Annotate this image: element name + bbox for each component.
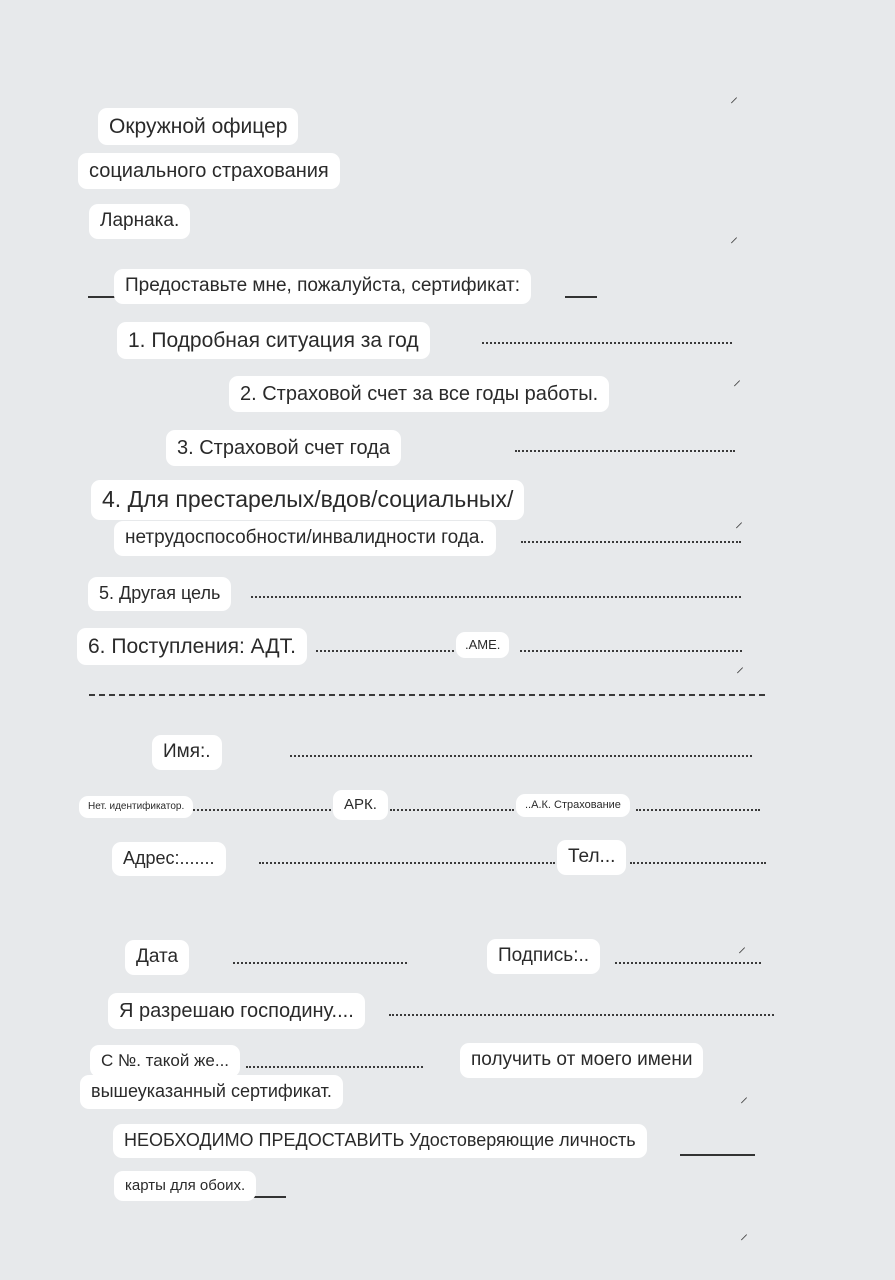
- header-officer: Окружной офицер: [98, 108, 298, 145]
- scan-mark: ⸝: [740, 1087, 749, 1106]
- item-1-label: 1. Подробная ситуация за год: [117, 322, 430, 359]
- item-6-ame-label: .AME.: [456, 632, 509, 658]
- tel-label: Тел...: [557, 840, 626, 875]
- request-underline-right: [565, 296, 597, 298]
- item-4-label-line2: нетрудоспособности/инвалидности года.: [114, 521, 496, 556]
- item-5-fill-line[interactable]: [251, 596, 741, 598]
- date-label: Дата: [125, 940, 189, 975]
- required-docs-text: НЕОБХОДИМО ПРЕДОСТАВИТЬ Удостоверяющие личность: [113, 1124, 647, 1158]
- same-no-fill-line[interactable]: [246, 1066, 423, 1068]
- item-4-label-line1: 4. Для престарелых/вдов/социальных/: [91, 480, 524, 520]
- ark-fill-line[interactable]: [390, 809, 514, 811]
- id-fill-line[interactable]: [193, 809, 331, 811]
- scan-mark: ⸝: [735, 512, 744, 531]
- scan-mark: ⸝: [736, 657, 745, 676]
- item-5-label: 5. Другая цель: [88, 577, 231, 611]
- authorize-fill-line[interactable]: [389, 1014, 774, 1016]
- date-fill-line[interactable]: [233, 962, 407, 964]
- item-1-fill-line[interactable]: [482, 342, 732, 344]
- above-cert-label: вышеуказанный сертификат.: [80, 1075, 343, 1109]
- scan-mark: ⸝: [730, 87, 739, 106]
- scan-mark: ⸝: [738, 937, 747, 956]
- insurance-label: ..А.К. Страхование: [516, 794, 630, 817]
- item-2-label: 2. Страховой счет за все годы работы.: [229, 376, 609, 412]
- id-label: Нет. идентификатор.: [79, 796, 193, 818]
- address-fill-line[interactable]: [259, 862, 555, 864]
- request-text: Предоставьте мне, пожалуйста, сертификат:: [114, 269, 531, 304]
- scan-mark: ⸝: [740, 1224, 749, 1243]
- item-6-ame-fill-line[interactable]: [520, 650, 742, 652]
- same-no-label: С №. такой же...: [90, 1045, 240, 1077]
- header-city: Ларнака.: [89, 204, 190, 239]
- name-label: Имя:.: [152, 735, 222, 770]
- tel-fill-line[interactable]: [630, 862, 766, 864]
- receive-label: получить от моего имени: [460, 1043, 703, 1078]
- item-6-adt-fill-line[interactable]: [316, 650, 454, 652]
- insurance-fill-line[interactable]: [636, 809, 760, 811]
- scan-mark: ⸝: [730, 227, 739, 246]
- signature-fill-line[interactable]: [615, 962, 761, 964]
- required-underline: [680, 1154, 755, 1156]
- name-fill-line[interactable]: [290, 755, 752, 757]
- cards-text: карты для обоих.: [114, 1171, 256, 1201]
- item-4-fill-line[interactable]: [521, 541, 741, 543]
- item-3-label: 3. Страховой счет года: [166, 430, 401, 466]
- scan-mark: ⸝: [733, 370, 742, 389]
- signature-label: Подпись:..: [487, 939, 600, 974]
- item-6-label: 6. Поступления: АДТ.: [77, 628, 307, 665]
- authorize-label: Я разрешаю господину....: [108, 993, 365, 1029]
- header-social-insurance: социального страхования: [78, 153, 340, 189]
- address-label: Адрес:.......: [112, 842, 226, 876]
- ark-label: АРК.: [333, 790, 388, 820]
- item-3-fill-line[interactable]: [515, 450, 735, 452]
- section-divider: [89, 694, 765, 696]
